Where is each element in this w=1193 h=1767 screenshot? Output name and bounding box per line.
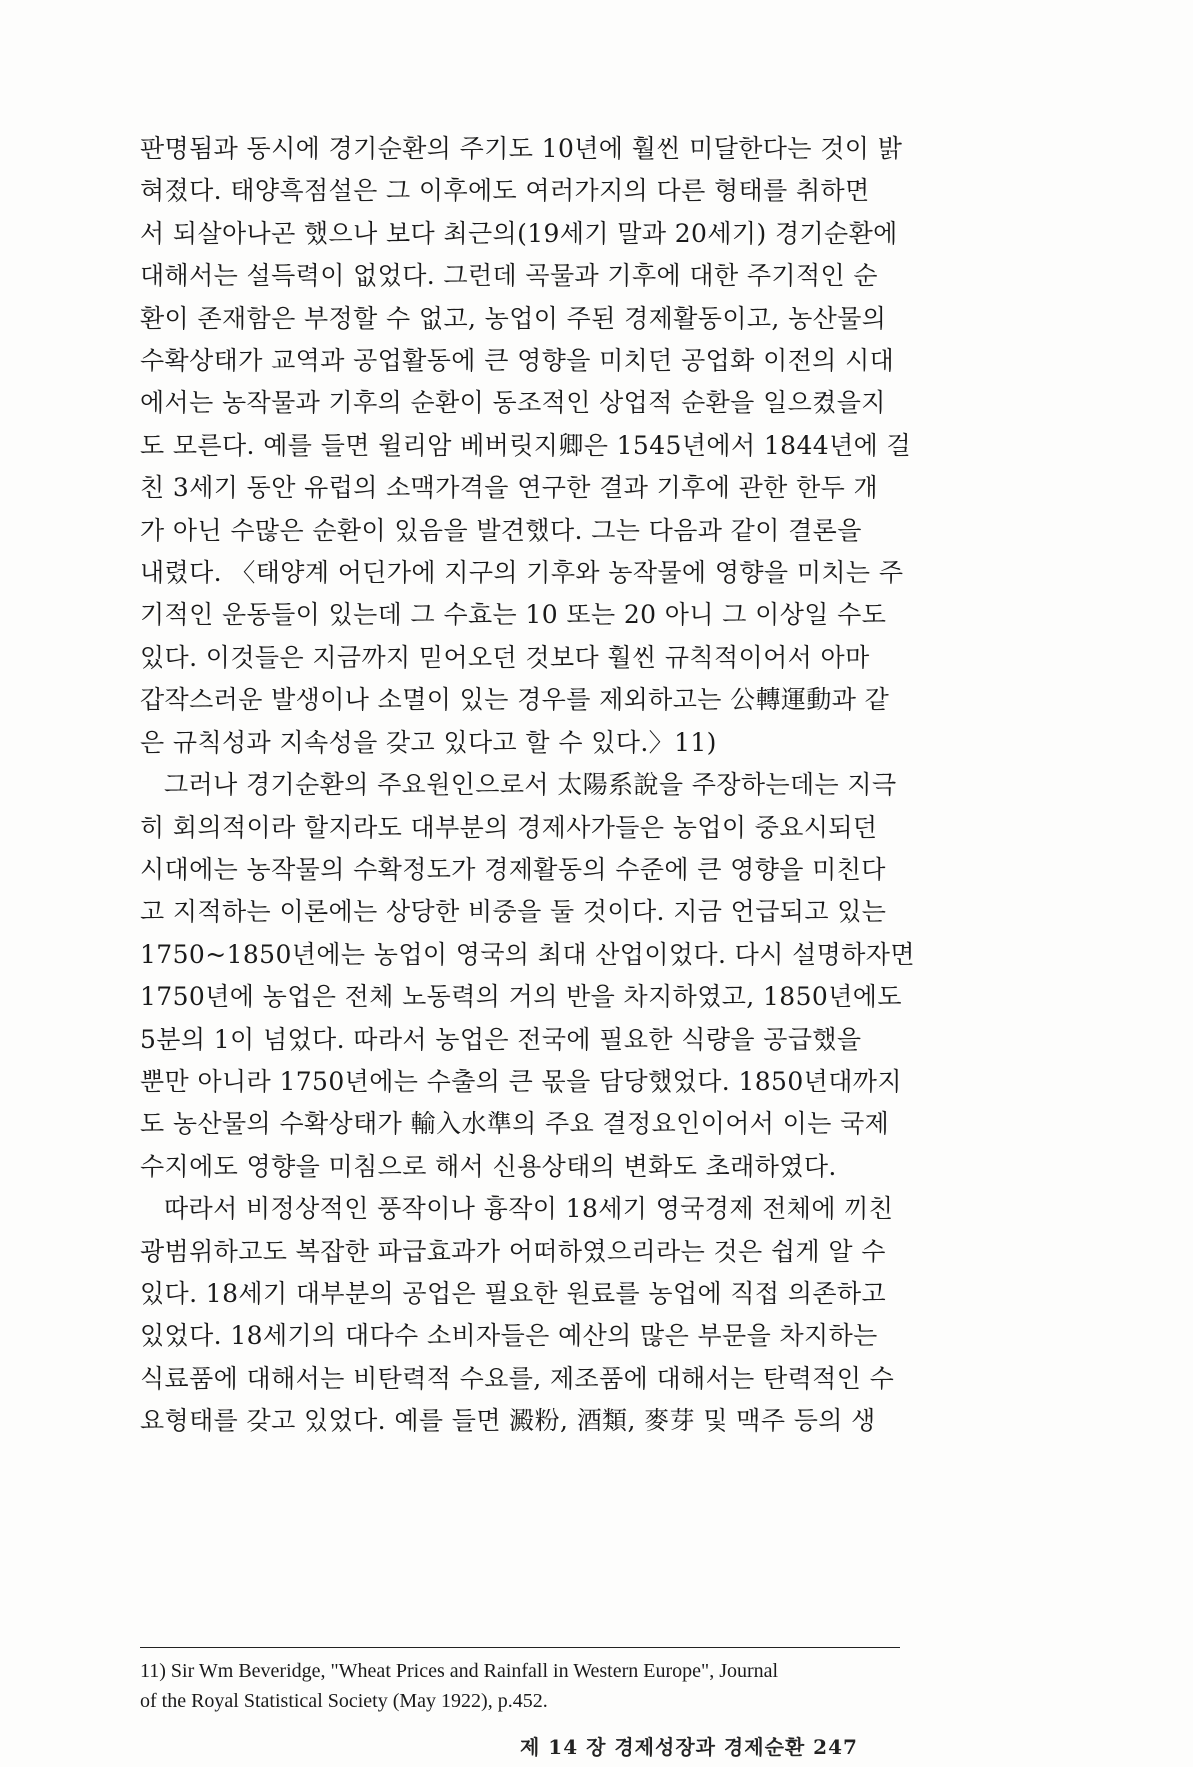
body-text bbox=[140, 128, 915, 1443]
text-line: 도 모른다. 예를 들면 윌리암 베버릿지卿은 1545년에서 1844년에 걸 bbox=[140, 430, 912, 460]
text-line: 은 규칙성과 지속성을 갖고 있다고 할 수 있다.〉11) bbox=[140, 727, 717, 757]
text-line: 뿐만 아니라 1750년에는 수출의 큰 몫을 담당했었다. 1850년대까지 bbox=[140, 1066, 902, 1096]
text-line: 5분의 1이 넘었다. 따라서 농업은 전국에 필요한 식량을 공급했을 bbox=[140, 1024, 862, 1054]
text-line-paragraph-start: 그러나 경기순환의 주요원인으로서 太陽系說을 주장하는데는 지극 bbox=[164, 770, 897, 800]
text-line: 서 되살아나곤 했으나 보다 최근의(19세기 말과 20세기) 경기순환에 bbox=[140, 218, 898, 248]
text-line: 친 3세기 동안 유럽의 소맥가격을 연구한 결과 기후에 관한 한두 개 bbox=[140, 473, 879, 503]
text-line: 혀졌다. 태양흑점설은 그 이후에도 여러가지의 다른 형태를 취하면 bbox=[140, 176, 870, 206]
text-line: 수지에도 영향을 미침으로 해서 신용상태의 변화도 초래하였다. bbox=[140, 1151, 837, 1181]
text-line: 대해서는 설득력이 없었다. 그런데 곡물과 기후에 대한 주기적인 순 bbox=[140, 261, 878, 291]
text-line: 1750~1850년에는 농업이 영국의 최대 산업이었다. 다시 설명하자면 bbox=[140, 939, 915, 969]
text-line: 환이 존재함은 부정할 수 없고, 농업이 주된 경제활동이고, 농산물의 bbox=[140, 303, 887, 333]
text-line: 시대에는 농작물의 수확정도가 경제활동의 수준에 큰 영향을 미친다 bbox=[140, 854, 886, 884]
text-line: 광범위하고도 복잡한 파급효과가 어떠하였으리라는 것은 쉽게 알 수 bbox=[140, 1236, 886, 1266]
footnote bbox=[140, 1647, 900, 1716]
text-line: 가 아닌 수많은 순환이 있음을 발견했다. 그는 다음과 같이 결론을 bbox=[140, 515, 862, 545]
footnote-line: 11) Sir Wm Beveridge, "Wheat Prices and Rainfall in Western Europe", Journal bbox=[140, 1660, 779, 1682]
text-line: 식료품에 대해서는 비탄력적 수요를, 제조품에 대해서는 탄력적인 수 bbox=[140, 1363, 895, 1393]
text-line: 있다. 이것들은 지금까지 믿어오던 것보다 훨씬 규칙적이어서 아마 bbox=[140, 642, 870, 672]
running-footer: 제 14 장 경제성장과 경제순환 247 bbox=[520, 1735, 858, 1759]
text-line: 에서는 농작물과 기후의 순환이 동조적인 상업적 순환을 일으켰을지 bbox=[140, 388, 886, 418]
text-line: 고 지적하는 이론에는 상당한 비중을 둘 것이다. 지금 언급되고 있는 bbox=[140, 897, 887, 927]
text-line: 기적인 운동들이 있는데 그 수효는 10 또는 20 아니 그 이상일 수도 bbox=[140, 600, 887, 630]
text-line: 있었다. 18세기의 대다수 소비자들은 예산의 많은 부문을 차지하는 bbox=[140, 1321, 878, 1351]
footnote-line: of the Royal Statistical Society (May 1922), p.452. bbox=[140, 1690, 548, 1712]
text-line-paragraph-start: 따라서 비정상적인 풍작이나 흉작이 18세기 영국경제 전체에 끼친 bbox=[164, 1194, 894, 1224]
text-line: 수확상태가 교역과 공업활동에 큰 영향을 미치던 공업화 이전의 시대 bbox=[140, 346, 895, 376]
text-line: 있다. 18세기 대부분의 공업은 필요한 원료를 농업에 직접 의존하고 bbox=[140, 1278, 887, 1308]
text-line: 요형태를 갖고 있었다. 예를 들면 澱粉, 酒類, 麥芽 및 맥주 등의 생 bbox=[140, 1406, 876, 1436]
text-line: 1750년에 농업은 전체 노동력의 거의 반을 차지하였고, 1850년에도 bbox=[140, 982, 902, 1012]
text-line: 히 회의적이라 할지라도 대부분의 경제사가들은 농업이 중요시되던 bbox=[140, 812, 878, 842]
text-line: 내렸다. 〈태양계 어딘가에 지구의 기후와 농작물에 영향을 미치는 주 bbox=[140, 558, 904, 588]
text-line: 갑작스러운 발생이나 소멸이 있는 경우를 제외하고는 公轉運動과 같 bbox=[140, 685, 890, 715]
text-line: 판명됨과 동시에 경기순환의 주기도 10년에 훨씬 미달한다는 것이 밝 bbox=[140, 134, 903, 163]
text-line: 도 농산물의 수확상태가 輸入水準의 주요 결정요인이어서 이는 국제 bbox=[140, 1109, 890, 1139]
